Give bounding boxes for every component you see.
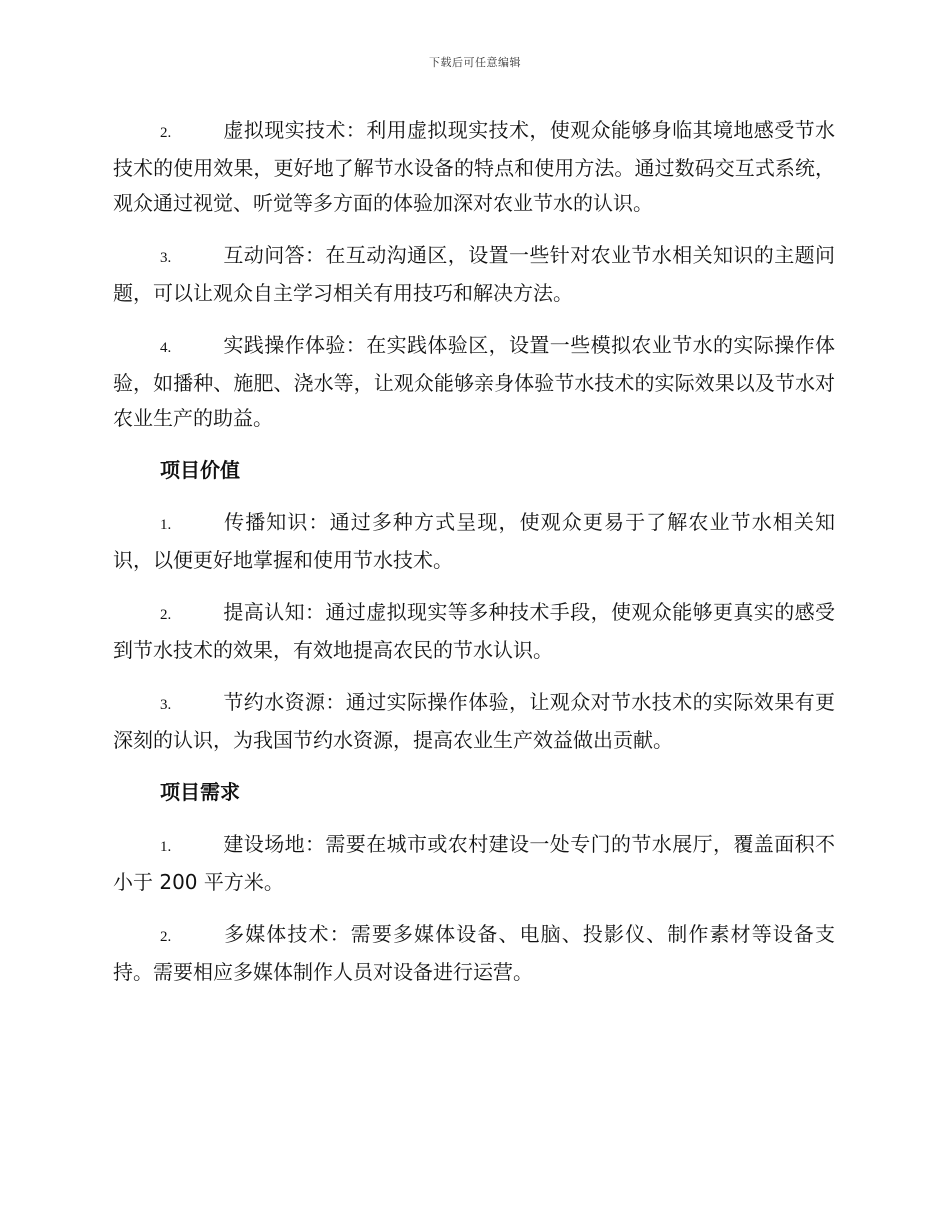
document-body bbox=[113, 113, 835, 1007]
list-number: 2. bbox=[160, 125, 172, 141]
list-number: 3. bbox=[160, 697, 172, 713]
list-text: 提高认知：通过虚拟现实等多种技术手段，使观众能够更真实的感受到节水技术的效果，有效地提高农民的节水认识。 bbox=[113, 600, 835, 662]
list-item bbox=[113, 685, 835, 758]
list-item bbox=[113, 113, 835, 221]
section-heading-project-value: 项目价值 bbox=[160, 458, 240, 482]
list-number: 3. bbox=[160, 250, 172, 266]
list-number: 2. bbox=[160, 607, 172, 623]
list-number: 2. bbox=[160, 929, 172, 945]
list-text: 互动问答：在互动沟通区，设置一些针对农业节水相关知识的主题问题，可以让观众自主学习相关有用技巧和解决方法。 bbox=[113, 243, 835, 305]
list-text: 虚拟现实技术：利用虚拟现实技术，使观众能够身临其境地感受节水技术的使用效果，更好地了解节水设备的特点和使用方法。通过数码交互式系统，观众通过视觉、听觉等多方面的体验加深对农业节水的认识。 bbox=[113, 118, 835, 215]
list-item bbox=[113, 238, 835, 311]
list-item bbox=[113, 328, 835, 436]
list-number: 1. bbox=[160, 839, 172, 855]
list-text: 建设场地：需要在城市或农村建设一处专门的节水展厅，覆盖面积不小于 200 平方米。 bbox=[113, 832, 835, 894]
page-header: 下载后可任意编辑 bbox=[429, 56, 521, 69]
list-number: 4. bbox=[160, 340, 172, 356]
list-item bbox=[113, 917, 835, 990]
list-text: 节约水资源：通过实际操作体验，让观众对节水技术的实际效果有更深刻的认识，为我国节约水资源，提高农业生产效益做出贡献。 bbox=[113, 690, 835, 752]
list-text: 传播知识：通过多种方式呈现，使观众更易于了解农业节水相关知识，以便更好地掌握和使用节水技术。 bbox=[113, 510, 835, 572]
list-text: 实践操作体验：在实践体验区，设置一些模拟农业节水的实际操作体验，如播种、施肥、浇水等，让观众能够亲身体验节水技术的实际效果以及节水对农业生产的助益。 bbox=[113, 333, 835, 430]
list-item bbox=[113, 827, 835, 900]
section-heading-project-requirements: 项目需求 bbox=[160, 780, 240, 804]
list-item bbox=[113, 505, 835, 578]
list-text: 多媒体技术：需要多媒体设备、电脑、投影仪、制作素材等设备支持。需要相应多媒体制作人员对设备进行运营。 bbox=[113, 922, 835, 984]
list-item bbox=[113, 595, 835, 668]
list-number: 1. bbox=[160, 517, 172, 533]
